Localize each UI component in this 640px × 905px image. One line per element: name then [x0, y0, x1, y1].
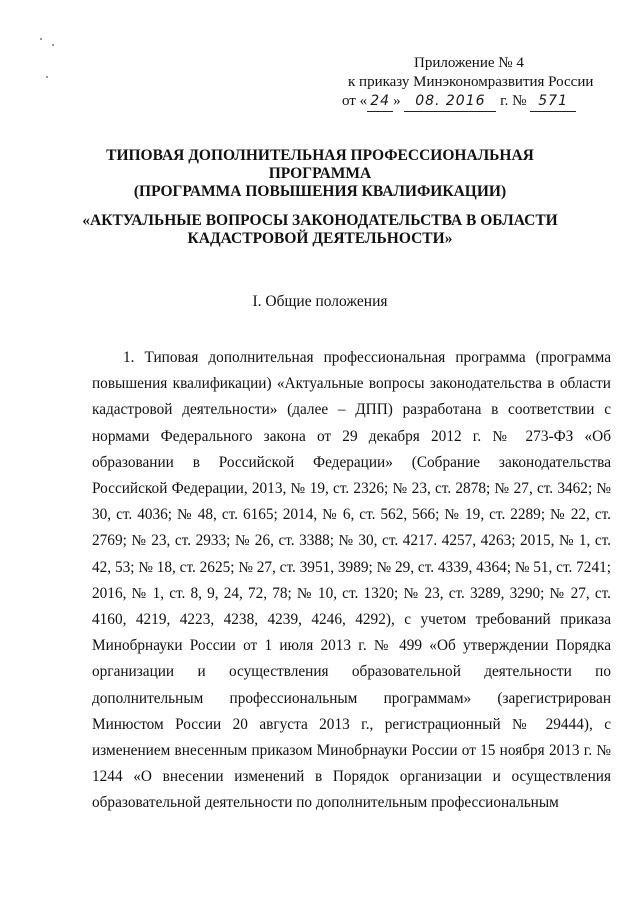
handwritten-order-number: 571	[530, 92, 576, 112]
handwritten-day: 24	[367, 92, 393, 112]
program-name	[70, 212, 570, 248]
appendix-date-line	[342, 92, 576, 112]
date-quote: »	[393, 93, 401, 109]
section-heading: I. Общие положения	[252, 293, 388, 310]
title-line-2: ПРОГРАММА	[268, 165, 372, 182]
paragraph-1: 1. Типовая дополнительная профессиональная программа (программа повышения квалификации) «Актуальные вопросы законодательства в области кадастровой деятельности» (далее – ДПП) разработана в соответствии с нормами Федерального закона от 29 декабря 2012 г. № 273-ФЗ «Об образовании в Российской Федерации» (Собрание законодательства Российской Федерации, 2013, № 19, ст. 2326; № 23, ст. 2878; № 27, ст. 3462; № 30, ст. 4036; № 48, ст. 6165; 2014, № 6, ст. 562, 566; № 19, ст. 2289; № 22, ст. 2769; № 23, ст. 2933; № 26, ст. 3388; № 30, ст. 4217. 4257, 4263; 2015, № 1, ст. 42, 53; № 18, ст. 2625; № 27, ст. 3951, 3989; № 29, ст. 4339, 4364; № 51, ст. 7241; 2016, № 1, ст. 8, 9, 24, 72, 78; № 10, ст. 1320; № 23, ст. 3289, 3290; № 27, ст. 4160, 4219, 4223, 4238, 4239, 4246, 4292), с учетом требований приказа Минобрнауки России от 1 июля 2013 г. № 499 «Об утверждении Порядка организации и осуществления образовательной деятельности по дополнительным профессиональным программам» (зарегистрирован Минюстом России 20 августа 2013 г., регистрационный № 29444), с изменением внесенным приказом Минобрнауки России от 15 ноября 2013 г. № 1244 «О внесении изменений в Порядок организации и осуществления образовательной деятельности по дополнительным профессиональным	[92, 349, 611, 812]
program-name-line-1: «АКТУАЛЬНЫЕ ВОПРОСЫ ЗАКОНОДАТЕЛЬСТВА В ОБЛАСТИ	[82, 212, 558, 229]
appendix-number: Приложение № 4	[414, 55, 524, 71]
document-title	[70, 147, 570, 201]
handwritten-month-year: 08. 2016	[404, 92, 496, 112]
year-suffix: г. №	[500, 93, 527, 109]
title-line-1: ТИПОВАЯ ДОПОЛНИТЕЛЬНАЯ ПРОФЕССИОНАЛЬНАЯ	[106, 147, 534, 164]
appendix-order-ref: к приказу Минэкономразвития России	[348, 74, 594, 90]
title-line-3: (ПРОГРАММА ПОВЫШЕНИЯ КВАЛИФИКАЦИИ)	[133, 183, 507, 200]
date-prefix: от «	[342, 93, 368, 109]
program-name-line-2: КАДАСТРОВОЙ ДЕЯТЕЛЬНОСТИ»	[187, 230, 453, 247]
